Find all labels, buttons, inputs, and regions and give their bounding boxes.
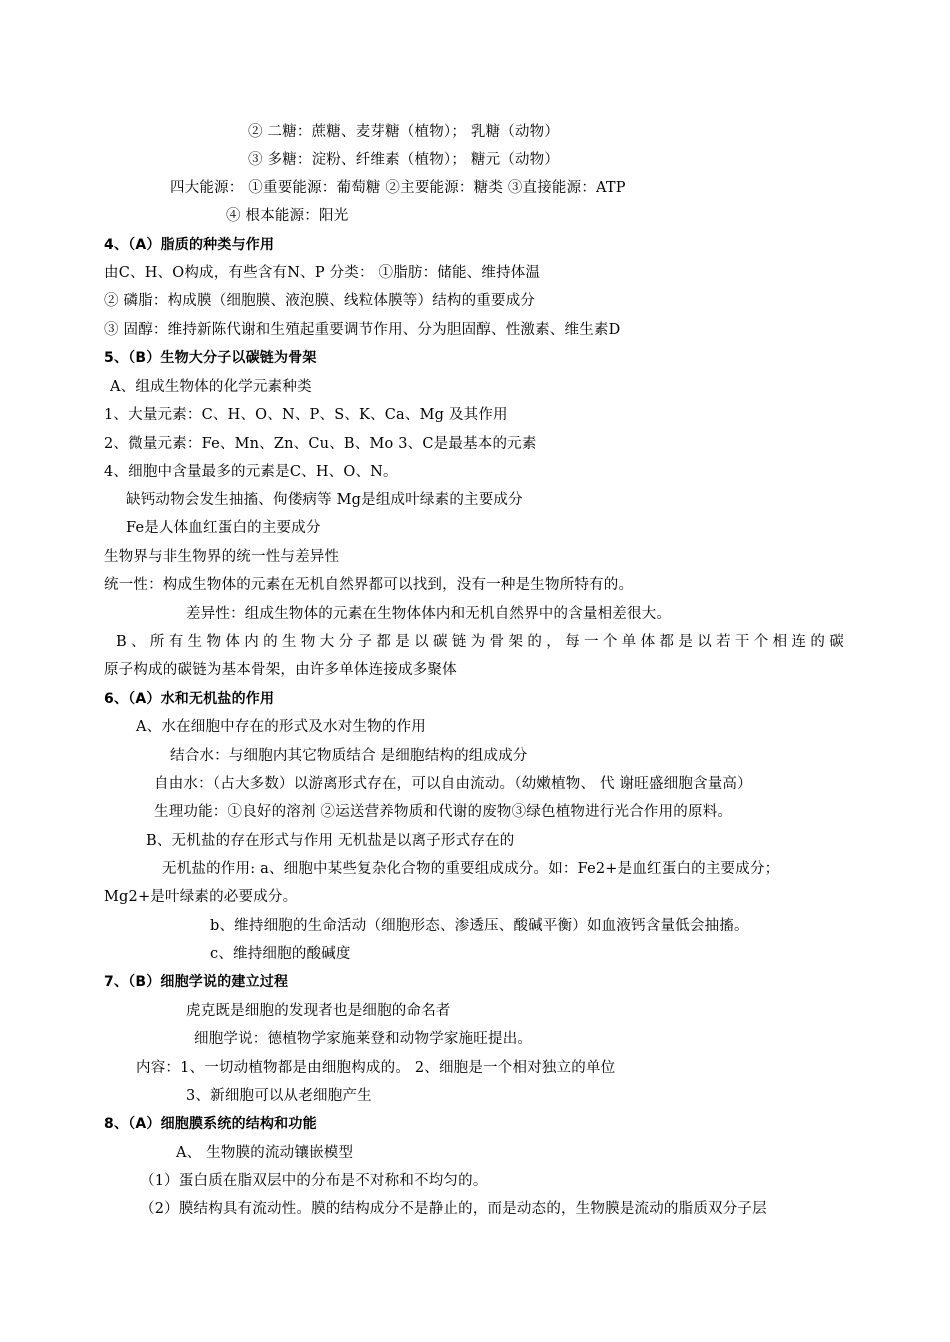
text-line: （1）蛋白质在脂双层中的分布是不对称和不均匀的。 bbox=[140, 1173, 488, 1189]
text-line: 无机盐的作用: a、细胞中某些复杂化合物的重要组成成分。如：Fe2+是血红蛋白的主要成分； bbox=[162, 861, 780, 877]
text-line: 生理功能：①良好的溶剂 ②运送营养物质和代谢的废物③绿色植物进行光合作用的原料。 bbox=[154, 804, 733, 820]
text-line: ③ 多糖：淀粉、纤维素（植物）； 糖元（动物） bbox=[248, 152, 560, 168]
text-line: 细胞学说：德植物学家施莱登和动物学家施旺提出。 bbox=[194, 1031, 533, 1047]
text-line: b、维持细胞的生命活动（细胞形态、渗透压、酸碱平衡）如血液钙含量低会抽搐。 bbox=[210, 918, 749, 934]
text-line: 差异性：组成生物体的元素在生物体体内和无机自然界中的含量相差很大。 bbox=[186, 606, 672, 622]
text-line: 由C、H、O构成，有些含有N、P 分类： ①脂肪：储能、维持体温 bbox=[104, 265, 541, 281]
text-line: A、水在细胞中存在的形式及水对生物的作用 bbox=[136, 719, 426, 735]
text-line: 2、微量元素：Fe、Mn、Zn、Cu、B、Mo 3、C是最基本的元素 bbox=[104, 436, 537, 452]
text-line: 内容：1、一切动植物都是由细胞构成的。 2、细胞是一个相对独立的单位 bbox=[136, 1060, 616, 1076]
section-heading: 7、（B）细胞学说的建立过程 bbox=[104, 974, 289, 990]
text-line: 虎克既是细胞的发现者也是细胞的命名者 bbox=[186, 1003, 451, 1019]
section-heading: 5、（B）生物大分子以碳链为骨架 bbox=[104, 350, 317, 366]
text-line: B、无机盐的存在形式与作用 无机盐是以离子形式存在的 bbox=[146, 833, 515, 849]
text-line: B、所有生物体内的生物大分子都是以碳链为骨架的，每一个单体都是以若干个相连的碳 bbox=[116, 634, 844, 650]
text-line: 自由水：（占大多数）以游离形式存在，可以自由流动。（幼嫩植物、 代 谢旺盛细胞含量高） bbox=[154, 776, 752, 792]
text-line: Mg2+是叶绿素的必要成分。 bbox=[104, 889, 298, 905]
section-heading: 6、（A）水和无机盐的作用 bbox=[104, 691, 275, 707]
text-line: 结合水：与细胞内其它物质结合 是细胞结构的组成成分 bbox=[170, 748, 528, 764]
text-line: 4、细胞中含量最多的元素是C、H、O、N。 bbox=[104, 464, 398, 480]
text-line: 3、新细胞可以从老细胞产生 bbox=[186, 1088, 372, 1104]
text-line: 统一性：构成生物体的元素在无机自然界都可以找到，没有一种是生物所特有的。 bbox=[104, 577, 634, 593]
section-heading: 4、（A）脂质的种类与作用 bbox=[104, 237, 275, 253]
text-line: 原子构成的碳链为基本骨架，由许多单体连接成多聚体 bbox=[104, 662, 457, 678]
text-line: A、组成生物体的化学元素种类 bbox=[110, 379, 312, 395]
text-line: （2）膜结构具有流动性。膜的结构成分不是静止的，而是动态的，生物膜是流动的脂质双分子层 bbox=[140, 1201, 767, 1217]
text-line: ② 二糖：蔗糖、麦芽糖（植物）； 乳糖（动物） bbox=[248, 124, 560, 140]
text-line: ② 磷脂：构成膜（细胞膜、液泡膜、线粒体膜等）结构的重要成分 bbox=[104, 293, 536, 309]
text-line: ④ 根本能源：阳光 bbox=[226, 208, 349, 224]
text-line: 四大能源： ①重要能源：葡萄糖 ②主要能源：糖类 ③直接能源：ATP bbox=[170, 180, 626, 196]
text-line: 1、大量元素：C、H、O、N、P、S、K、Ca、Mg 及其作用 bbox=[104, 407, 508, 423]
text-line: c、维持细胞的酸碱度 bbox=[210, 946, 351, 962]
text-line: A、 生物膜的流动镶嵌模型 bbox=[176, 1145, 354, 1161]
section-heading: 8、（A）细胞膜系统的结构和功能 bbox=[104, 1116, 317, 1132]
text-line: 生物界与非生物界的统一性与差异性 bbox=[104, 549, 340, 565]
text-line: Fe是人体血红蛋白的主要成分 bbox=[126, 520, 321, 536]
text-line: ③ 固醇：维持新陈代谢和生殖起重要调节作用、分为胆固醇、性激素、维生素D bbox=[104, 322, 621, 338]
text-line: 缺钙动物会发生抽搐、佝偻病等 Mg是组成叶绿素的主要成分 bbox=[126, 492, 523, 508]
